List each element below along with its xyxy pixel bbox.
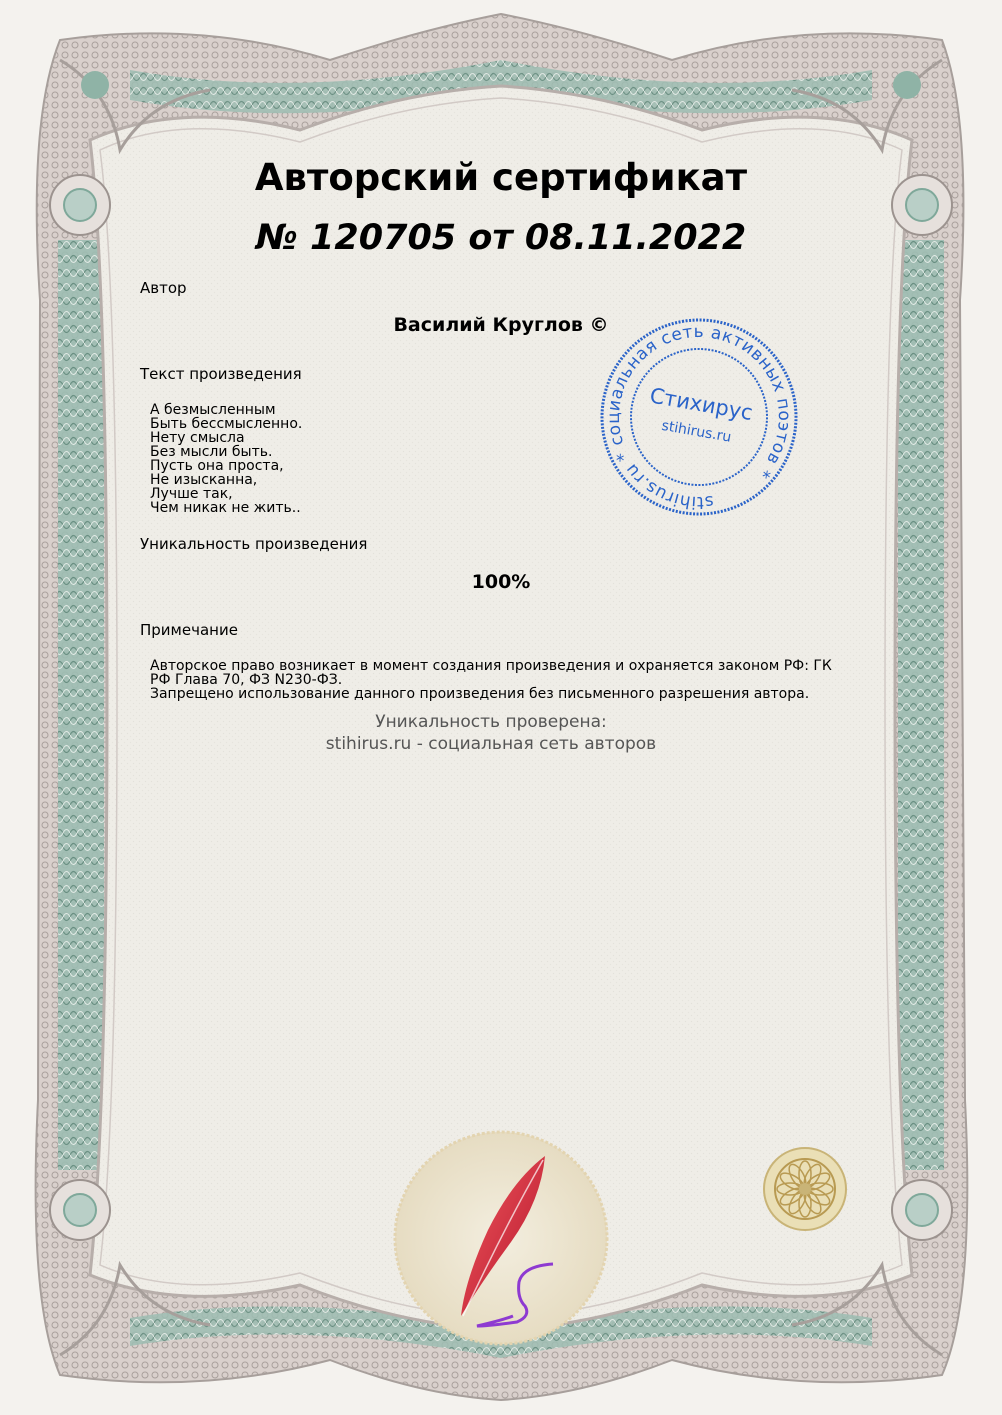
quill-seal-icon (393, 1130, 609, 1346)
author-label: Автор (140, 279, 187, 297)
poem-line: Быть бессмысленно. (150, 416, 303, 432)
poem-text (150, 403, 302, 515)
poem-line: Пусть она проста, (150, 458, 284, 474)
certificate-number: № 120705 от 08.11.2022 (255, 218, 747, 258)
note-line: Запрещено использование данного произведения без письменного разрешения автора. (150, 686, 810, 702)
verification-text (0, 711, 982, 755)
poem-line: Нету смысла (150, 430, 245, 446)
certificate-title: Авторский сертификат (254, 156, 748, 199)
note-line: Авторское право возникает в момент создания произведения и охраняется законом РФ: ГК РФ Глава 70, ФЗ N230-ФЗ. (150, 658, 832, 688)
poem-line: Без мысли быть. (150, 444, 273, 460)
uniqueness-value: 100% (471, 571, 531, 593)
stamp-icon (598, 316, 800, 518)
stamp-center-title: Стихирус (647, 383, 755, 426)
stamp-ring-text: stihirus.ru * социальная сеть активных поэтов * (603, 321, 795, 513)
text-label: Текст произведения (140, 365, 302, 383)
stamp-center-sub: stihirus.ru (660, 417, 733, 446)
author-name: Василий Круглов © (393, 314, 609, 336)
verification-line: stihirus.ru - социальная сеть авторов (325, 734, 657, 754)
poem-line: Лучше так, (150, 486, 233, 502)
poem-line: Не изысканна, (150, 472, 258, 488)
poem-line: А безмысленным (150, 402, 276, 418)
note-label: Примечание (140, 621, 238, 639)
verification-line: Уникальность проверена: (375, 712, 607, 732)
gold-rosette-icon (762, 1146, 848, 1232)
poem-line: Чем никак не жить.. (150, 500, 301, 516)
uniqueness-label: Уникальность произведения (140, 535, 368, 553)
svg-text:stihirus.ru * социальная сеть (598, 316, 800, 518)
note-text (150, 659, 850, 701)
